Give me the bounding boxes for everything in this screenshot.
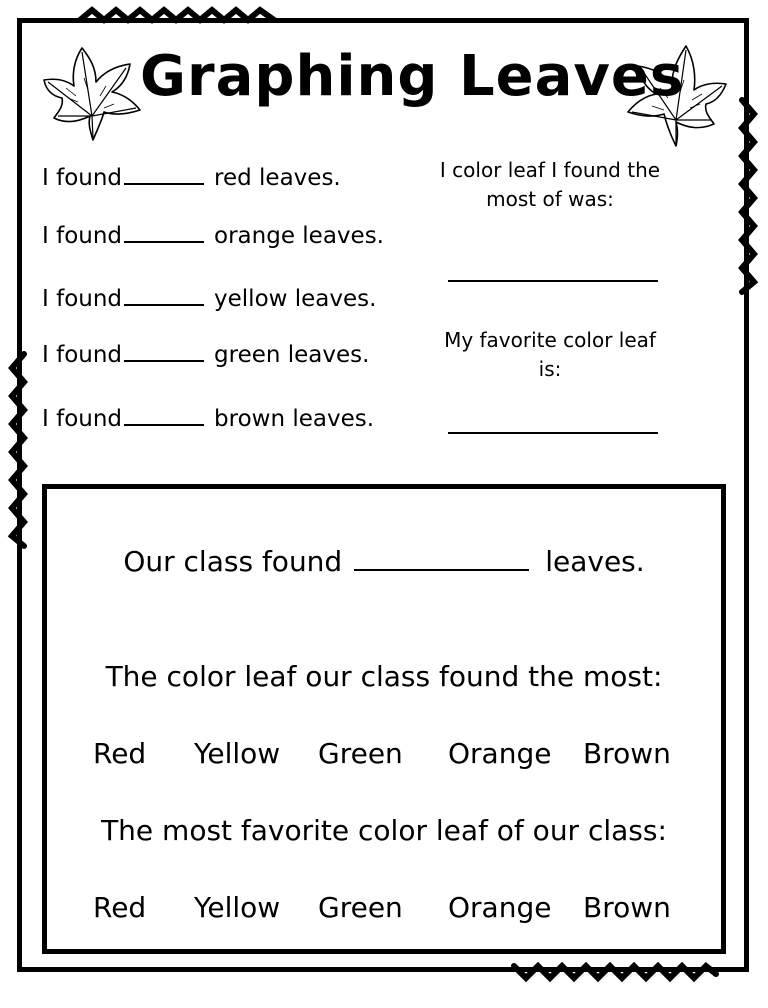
found-suffix: orange leaves. xyxy=(214,223,384,249)
found-row-yellow xyxy=(42,284,376,313)
found-count-blank[interactable] xyxy=(124,404,204,426)
option-brown[interactable]: Brown xyxy=(583,891,671,924)
option-orange[interactable]: Orange xyxy=(448,891,552,924)
option-orange[interactable]: Orange xyxy=(448,737,552,770)
class-found-prefix: Our class found xyxy=(123,545,343,578)
option-brown[interactable]: Brown xyxy=(583,737,671,770)
zigzag-right-icon xyxy=(734,96,762,296)
found-prefix: I found xyxy=(42,406,123,432)
found-count-blank[interactable] xyxy=(124,221,204,243)
favorite-color-answer-line[interactable] xyxy=(448,432,658,434)
class-found-suffix: leaves. xyxy=(545,545,645,578)
found-prefix: I found xyxy=(42,286,123,312)
found-row-red xyxy=(42,163,341,192)
most-found-question: I color leaf I found the most of was: xyxy=(439,158,661,211)
option-red[interactable]: Red xyxy=(93,737,147,770)
option-yellow[interactable]: Yellow xyxy=(194,737,281,770)
most-found-prompt: The color leaf our class found the most: xyxy=(105,660,663,693)
found-count-blank[interactable] xyxy=(124,284,204,306)
most-found-answer-line[interactable] xyxy=(448,280,658,282)
option-yellow[interactable]: Yellow xyxy=(194,891,281,924)
found-row-brown xyxy=(42,404,374,433)
found-prefix: I found xyxy=(42,223,123,249)
option-green[interactable]: Green xyxy=(318,737,403,770)
most-favorite-prompt: The most favorite color leaf of our class: xyxy=(101,814,667,847)
found-suffix: yellow leaves. xyxy=(214,286,377,312)
favorite-color-question: My favorite color leaf is: xyxy=(444,328,656,381)
found-suffix: red leaves. xyxy=(214,165,341,191)
found-count-blank[interactable] xyxy=(124,340,204,362)
found-suffix: green leaves. xyxy=(214,342,370,368)
found-count-blank[interactable] xyxy=(124,163,204,185)
zigzag-bottom-icon xyxy=(512,958,718,986)
zigzag-left-icon xyxy=(4,350,32,550)
class-found-blank[interactable] xyxy=(354,545,529,571)
option-red[interactable]: Red xyxy=(93,891,147,924)
class-results-box xyxy=(42,484,726,954)
option-green[interactable]: Green xyxy=(318,891,403,924)
class-found-line xyxy=(47,545,721,579)
found-row-orange xyxy=(42,221,384,250)
page-title: Graphing Leaves xyxy=(140,44,685,109)
found-prefix: I found xyxy=(42,165,123,191)
found-row-green xyxy=(42,340,369,369)
zigzag-top-icon xyxy=(78,4,278,28)
found-prefix: I found xyxy=(42,342,123,368)
leaf-left-icon xyxy=(38,38,148,148)
found-suffix: brown leaves. xyxy=(214,406,375,432)
